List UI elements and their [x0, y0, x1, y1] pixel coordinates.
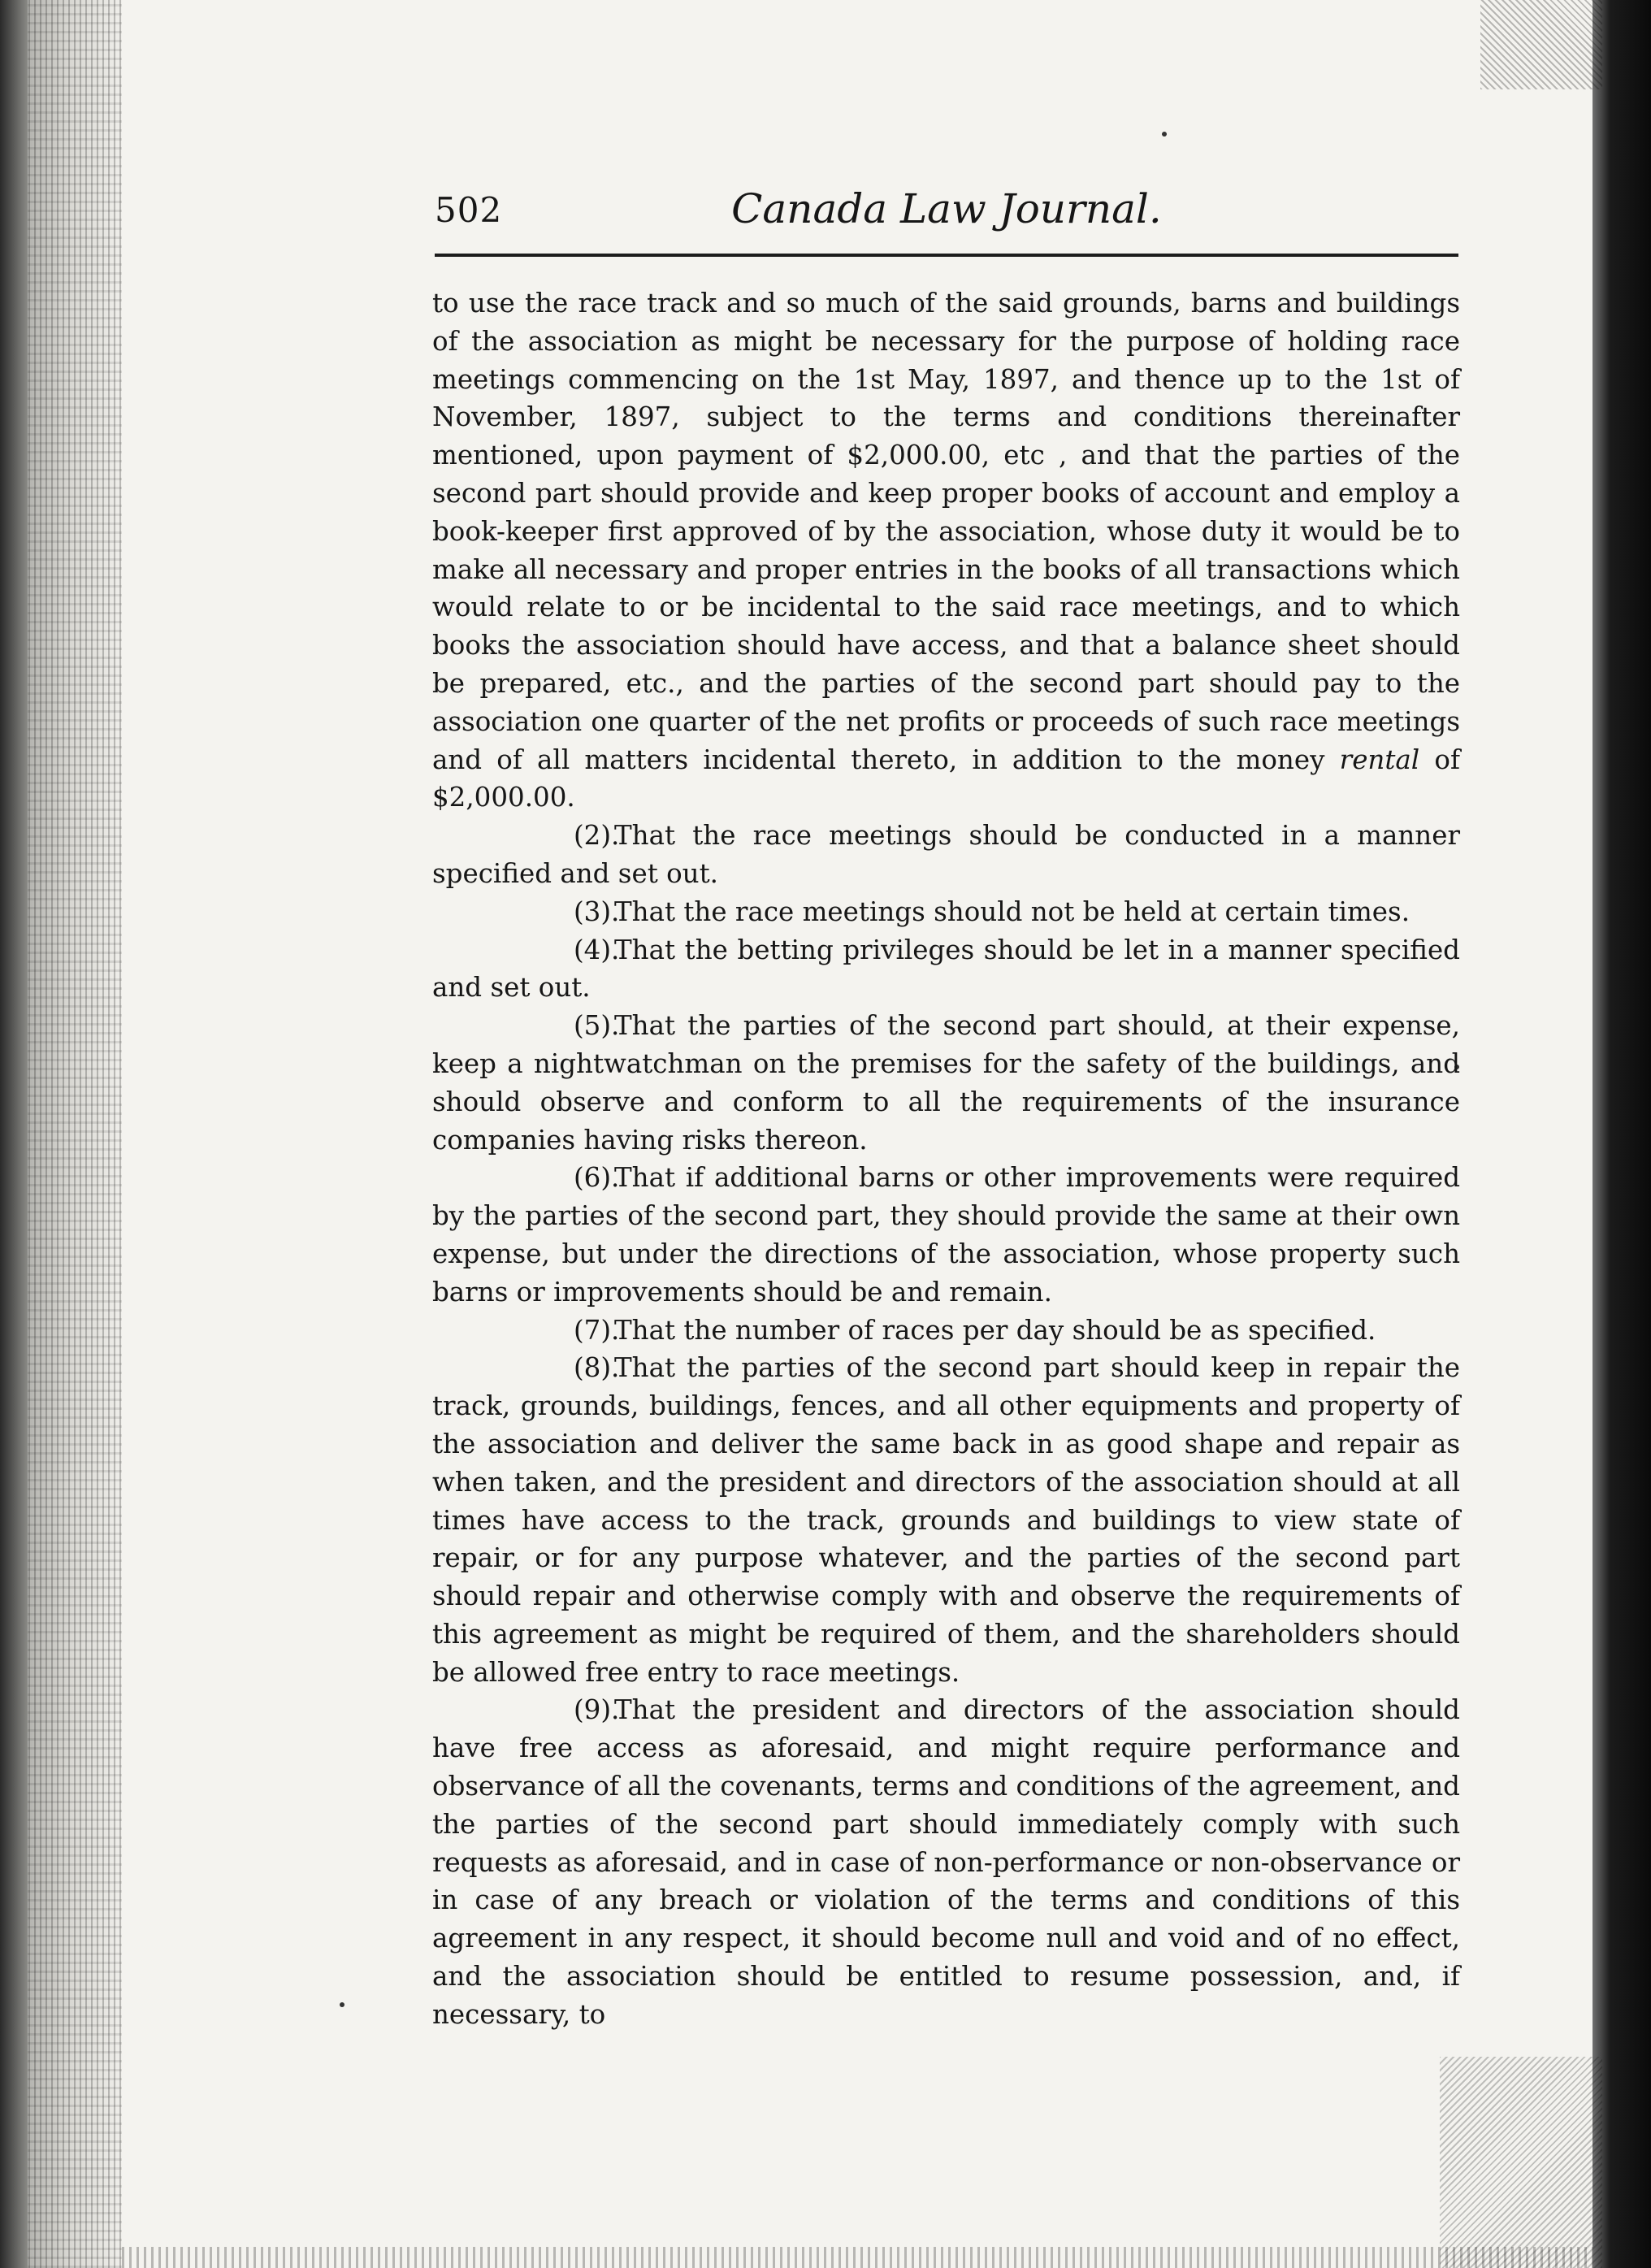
- clause-paragraph: [432, 1007, 1460, 1159]
- clause-number: (3).: [574, 895, 620, 927]
- scan-speck: [1162, 132, 1167, 137]
- clause-number: (8).: [574, 1352, 620, 1384]
- page-header: [435, 185, 1458, 249]
- scan-edge-right: [1592, 0, 1651, 2268]
- header-rule: [435, 254, 1458, 257]
- opening-text-end: of $2,000.00.: [432, 744, 1460, 813]
- scan-edge-left: [0, 0, 122, 2268]
- journal-title: Canada Law Journal.: [731, 185, 1162, 232]
- clause-number: (7).: [574, 1314, 620, 1346]
- clause-text: That the race meetings should be conducted in a manner specified and set out.: [432, 820, 1460, 889]
- scan-speck: [340, 2002, 344, 2007]
- clause-number: (2).: [574, 820, 620, 852]
- opening-italic-word: rental: [1339, 744, 1420, 775]
- clause-text: That the number of races per day should be as specified.: [614, 1314, 1376, 1346]
- clause-paragraph: [432, 817, 1460, 893]
- clause-text: That the betting privileges should be let in a manner specified and set out.: [432, 934, 1460, 1004]
- clause-text: That the president and directors of the association should have free access as aforesaid, and might require performance and observance of all the covenants, terms and conditions of the agreement, and the parties of the second part should immediately comply with such requests as aforesaid, and in case of non-performance or non-observance or in case of any breach or violation of the terms and conditions of this agreement in any respect, it should become null and void and of no effect, and the association should be entitled to resume possession, and, if necessary, to: [432, 1694, 1460, 2030]
- clause-number: (6).: [574, 1162, 620, 1194]
- clause-paragraph: [432, 1159, 1460, 1311]
- clause-text: That the parties of the second part should, at their expense, keep a nightwatchman on the premises for the safety of the buildings, and should observe and conform to all the requirements of the insurance companies having risks thereon.: [432, 1010, 1460, 1156]
- clause-paragraph: [432, 931, 1460, 1008]
- clause-text: That the parties of the second part should keep in repair the track, grounds, buildings, fences, and all other equipments and property of the association and deliver the same back in as good shape and repair as when taken, and the president and directors of the association should at all times have access to the track, grounds and buildings to view state of repair, or for any purpose whatever, and the parties of the second part should repair and otherwise comply with and observe the requirements of this agreement as might be required of them, and the shareholders should be allowed free entry to race meetings.: [432, 1352, 1460, 1688]
- clause-paragraph: [432, 893, 1460, 931]
- clause-paragraph: [432, 1349, 1460, 1691]
- page-number: 502: [435, 190, 503, 230]
- clause-paragraph: [432, 1691, 1460, 2033]
- clause-text: That if additional barns or other improvements were required by the parties of the second part, they should provide the same at their own expense, but under the directions of the association, whose property such barns or improvements should be and remain.: [432, 1162, 1460, 1307]
- clause-number: (5).: [574, 1010, 620, 1042]
- clause-number: (4).: [574, 934, 620, 965]
- body-text: [432, 284, 1460, 2034]
- opening-paragraph: [432, 284, 1460, 817]
- scan-noise-top-right: [1480, 0, 1602, 89]
- scan-noise-bottom-right: [1440, 2057, 1602, 2268]
- clause-number: (9).: [574, 1694, 620, 1726]
- scan-edge-bottom: [122, 2247, 1592, 2268]
- clause-paragraph: [432, 1312, 1460, 1350]
- opening-text: to use the race track and so much of the said grounds, barns and buildings of the association as might be necessary for the purpose of holding race meetings commencing on the 1st May, 1897, and thence up to the 1st of November, 1897, subject to the terms and conditions thereinafter mentioned, upon payment of $2,000.00, etc , and that the parties of the second part should provide and keep proper books of account and employ a book-keeper first approved of by the association, whose duty it would be to make all necessary and proper entries in the books of all transactions which would relate to or be incidental to the said race meetings, and to which books the association should have access, and that a balance sheet should be prepared, etc., and the parties of the second part should pay to the association one quarter of the net profits or proceeds of such race meetings and of all matters incidental thereto, in addition to the money: [432, 288, 1460, 775]
- clause-text: That the race meetings should not be held at certain times.: [614, 895, 1410, 927]
